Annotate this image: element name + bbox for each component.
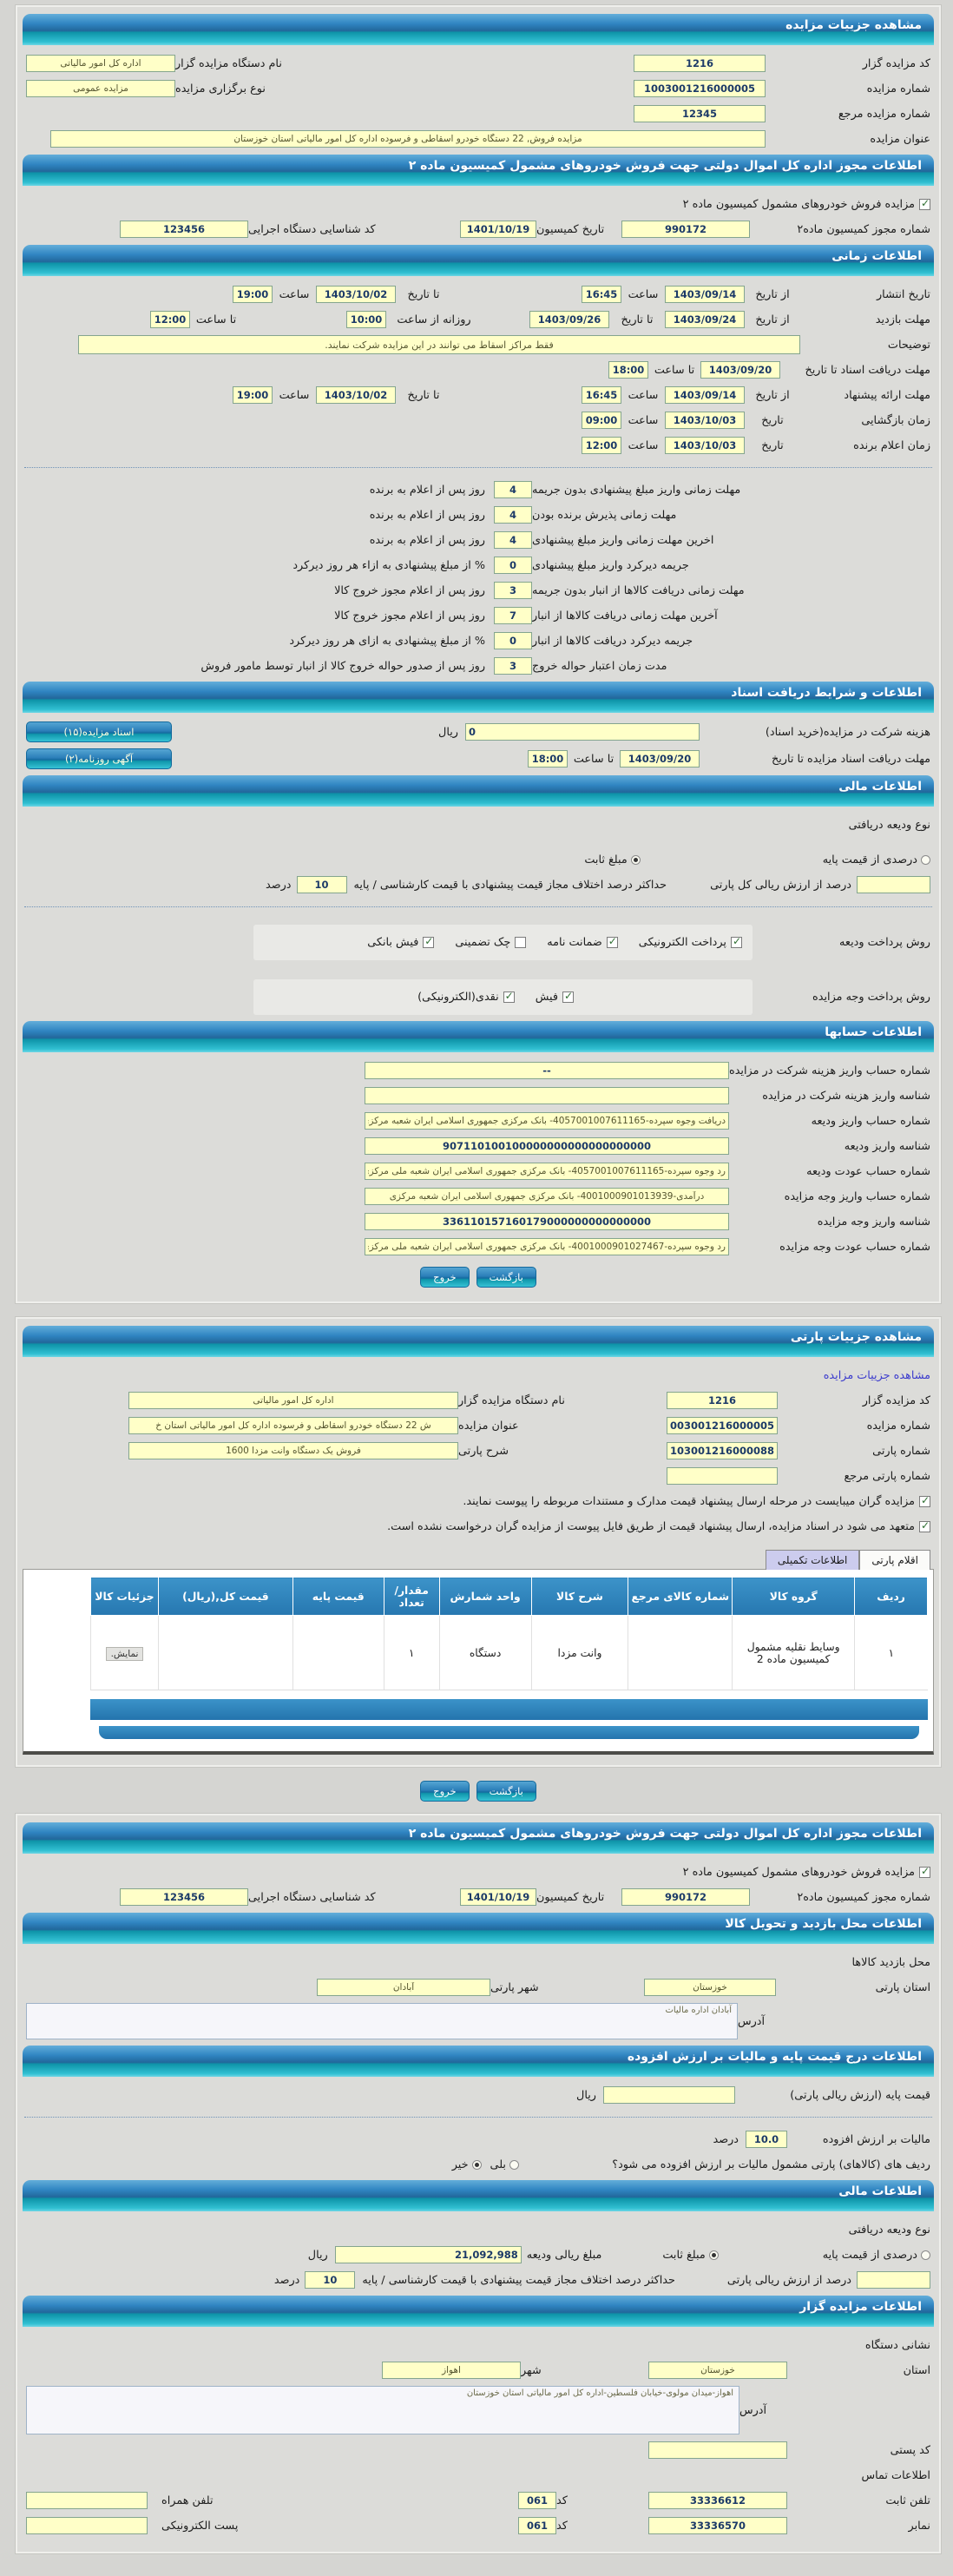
- party-desc-field[interactable]: [128, 1442, 458, 1459]
- method-check: چک تضمینی: [455, 936, 526, 949]
- auction-no-field[interactable]: [634, 80, 766, 97]
- winner-label: زمان اعلام برنده: [853, 438, 930, 452]
- row-view-auction-link: [26, 1366, 930, 1385]
- row-publish-dates: تاریخ انتشار از تاریخ 1403/09/14 ساعت 16:45 تا تاریخ 1403/10/02 ساعت 19:00: [26, 285, 930, 304]
- exec-id-label: کد شناسایی دستگاه اجرایی: [248, 1890, 376, 1904]
- account-field[interactable]: [365, 1112, 729, 1130]
- cash-electronic-checkbox[interactable]: [503, 992, 515, 1003]
- account-field[interactable]: [365, 1062, 729, 1079]
- percent-word: درصد: [713, 2132, 739, 2146]
- notes-field[interactable]: [78, 335, 800, 354]
- party-details-panel: [16, 1317, 941, 1767]
- percent-word: درصد: [266, 878, 292, 892]
- deadline-row: جریمه دیرکرد واریز مبلغ پیشنهادی 0 % از مبلغ پیشنهادی به ازاء هر روز دیرکرد: [26, 556, 797, 575]
- vat-no-label: خیر: [451, 2158, 469, 2171]
- deadline-row: جریمه دیرکرد دریافت کالاها از انبار 0 % از مبلغ پیشنهادی به ازای هر روز دیرکرد: [26, 631, 797, 650]
- auction-documents-button[interactable]: اسناد مزایده(۱۵): [26, 721, 172, 742]
- row-winner-time: زمان اعلام برنده تاریخ 1403/10/03 ساعت 12:00: [26, 436, 930, 455]
- row-org-address-title: [26, 2336, 930, 2355]
- max-diff-field[interactable]: [305, 2271, 355, 2289]
- permit-no-field[interactable]: [621, 221, 750, 238]
- party-address-field[interactable]: [26, 2003, 738, 2039]
- phone-code-label: کد: [556, 2494, 568, 2507]
- offer-from-date[interactable]: [665, 386, 745, 404]
- phone-code-field[interactable]: [518, 2492, 556, 2509]
- deadline-days-field[interactable]: [494, 531, 532, 549]
- opening-hour[interactable]: [582, 412, 621, 429]
- doc-deadline-date[interactable]: [620, 750, 700, 768]
- party-desc-label: شرح پارتی: [458, 1444, 509, 1458]
- bidder-code-label: کد مزایده گزار: [862, 56, 930, 70]
- method-bankslip: ✓ فیش بانکی: [367, 936, 434, 949]
- col-goods-desc: شرح کالا: [531, 1578, 628, 1616]
- permit-no-field[interactable]: [621, 1888, 750, 1906]
- tab-additional-info[interactable]: اطلاعات تکمیلی: [766, 1550, 859, 1570]
- row-vat: [26, 2130, 930, 2149]
- dotted-separator: [24, 906, 932, 907]
- account-row: شناسه واریز ودیعه 907110100100000000000000000000: [26, 1136, 930, 1156]
- phone-field[interactable]: [648, 2492, 787, 2509]
- ref-no-field[interactable]: [634, 105, 766, 122]
- section-header-license-2: اطلاعات مجوز اداره کل اموال دولتی جهت فروش خودروهای مشمول کمیسیون ماده ۲: [23, 1822, 934, 1854]
- deadline-days-field[interactable]: [494, 481, 532, 498]
- deadline-days-field[interactable]: [494, 557, 532, 574]
- phone-label: تلفن ثابت: [885, 2494, 930, 2507]
- dotted-separator: [24, 2117, 932, 2118]
- row-org-province-city: [26, 2361, 930, 2380]
- row-percent-maxdiff: [26, 875, 930, 894]
- row-base-price: [26, 2085, 930, 2105]
- opening-date[interactable]: [665, 412, 745, 429]
- deadline-row: مهلت زمانی دریافت کالاها از انبار بدون جریمه 3 روز پس از اعلام مجوز خروج کالا: [26, 581, 797, 600]
- publish-from-time[interactable]: [582, 286, 621, 303]
- section-header-location: اطلاعات محل بازدید و تحویل کالا: [23, 1913, 934, 1944]
- winner-hour[interactable]: [582, 437, 621, 454]
- notes-label: توضیحات: [887, 338, 930, 352]
- row-fax: [26, 2516, 930, 2535]
- bidder-code-field[interactable]: [667, 1392, 778, 1409]
- auction-title-field[interactable]: [50, 130, 766, 148]
- article2-checkbox-label: مزایده فروش خودروهای مشمول کمیسیون ماده ۲: [682, 1865, 915, 1879]
- row-vat-question: [26, 2155, 930, 2174]
- row-deposit-type-2: [26, 2220, 930, 2239]
- attach-docs-label: مزایده گران میبایست در مرحله ارسال پیشنهاد قیمت مدارک و مستندات مربوطه را پیوست نمایند.: [463, 1494, 915, 1508]
- deposit-method-label: روش پرداخت ودیعه: [839, 936, 930, 949]
- fax-code-field[interactable]: [518, 2517, 556, 2534]
- row-license2-fields: [26, 1888, 930, 1907]
- section-header-financial-2: اطلاعات مالی: [23, 2180, 934, 2211]
- guarantee-checkbox[interactable]: [607, 937, 618, 948]
- section-header-auction-view: [23, 14, 934, 45]
- method-epay: ✓ پرداخت الکترونیکی: [639, 936, 742, 949]
- row-party-province-city: [26, 1978, 930, 1997]
- exec-id-field[interactable]: [120, 221, 248, 238]
- section-header-financial: اطلاعات مالی: [23, 775, 934, 807]
- auction-type-label: نوع برگزاری مزایده: [175, 82, 266, 96]
- percent-of-base-radio[interactable]: [921, 2250, 930, 2260]
- row-license-checkbox: [26, 194, 930, 214]
- deadline-days-field[interactable]: [494, 632, 532, 649]
- between-panels-buttons: [16, 1781, 941, 1802]
- account-row: شماره حساب واریز ودیعه دریافت وجوه سپرده-4057001007611165- بانک مرکزی جمهوری اسلامی ایران شعبه مرکزی: [26, 1111, 930, 1130]
- deadline-days-field[interactable]: [494, 582, 532, 599]
- fax-field[interactable]: [648, 2517, 787, 2534]
- account-row: شماره حساب عودت وجه مزایده رد وجوه سپرده-4001000901027467- بانک مرکزی جمهوری اسلامی ایران شعبه ملی مرکزی: [26, 1237, 930, 1256]
- vat-label: مالیات بر ارزش افزوده: [822, 2132, 930, 2146]
- max-diff-field[interactable]: [297, 876, 347, 893]
- org-name-label: نام دستگاه مزایده گزار: [458, 1393, 565, 1407]
- table-row: [91, 1616, 928, 1690]
- back-button[interactable]: بازگشت: [476, 1267, 536, 1288]
- mobile-field[interactable]: [26, 2492, 148, 2509]
- row-deposit-options-2: [26, 2245, 930, 2264]
- visit-from-hour[interactable]: [346, 311, 386, 328]
- vat-field[interactable]: [746, 2131, 787, 2148]
- auction-title-label: عنوان مزایده: [870, 132, 930, 146]
- party-ref-field[interactable]: [667, 1467, 778, 1485]
- auction-title-label: عنوان مزایده: [458, 1419, 519, 1433]
- permit-no-label: شماره مجوز کمیسیون ماده۲: [797, 1890, 930, 1904]
- party-province-label: استان پارتی: [875, 1980, 930, 1994]
- org-address-field[interactable]: [26, 2386, 739, 2434]
- base-price-label: قیمت پایه (ارزش ریالی پارتی): [790, 2088, 930, 2102]
- row-party-auctionno-title: [26, 1416, 930, 1435]
- fish-checkbox[interactable]: [562, 992, 574, 1003]
- deadline-row: مهلت زمانی واریز مبلغ پیشنهادی بدون جریمه 4 روز پس از اعلام به برنده: [26, 480, 797, 499]
- deposit-amount-label: مبلغ ریالی ودیعه: [526, 2248, 602, 2262]
- percent-of-base-label: درصدی از قیمت پایه: [822, 2248, 917, 2262]
- deposit-amount-field[interactable]: [335, 2246, 522, 2263]
- cell-goods-group: وسایط نقلیه مشمول کمیسیون ماده 2: [733, 1616, 855, 1690]
- ref-no-label: شماره مزایده مرجع: [838, 107, 930, 121]
- col-goods-group: گروه کالا: [733, 1578, 855, 1616]
- table-footer-band: [90, 1699, 928, 1720]
- method-guarantee: ✓ ضمانت نامه: [547, 936, 618, 949]
- row-offer-dates: مهلت ارائه پیشنهاد از تاریخ 1403/09/14 ساعت 16:45 تا تاریخ 1403/10/02 ساعت 19:00: [26, 385, 930, 405]
- page-title: مشاهده جزییات مزایده: [785, 18, 922, 32]
- percent-word: درصد: [273, 2273, 300, 2287]
- section-header-time: اطلاعات زمانی: [23, 245, 934, 276]
- party-province-field[interactable]: [644, 1979, 776, 1996]
- account-field[interactable]: [365, 1163, 729, 1180]
- base-price-field[interactable]: [603, 2086, 735, 2104]
- bidder-code-field[interactable]: [634, 55, 766, 72]
- contact-info-title: اطلاعات تماس: [861, 2468, 930, 2482]
- publish-to-date[interactable]: [316, 286, 396, 303]
- party-no-field[interactable]: [667, 1442, 778, 1459]
- dotted-separator: [24, 467, 932, 468]
- org-province-label: استان: [903, 2363, 930, 2377]
- row-doc-fee: [26, 721, 930, 742]
- deadline-days-field[interactable]: [494, 657, 532, 675]
- back-button[interactable]: بازگشت: [476, 1781, 536, 1802]
- row-auctionno-type: [26, 79, 930, 98]
- publish-from-date[interactable]: [665, 286, 745, 303]
- row-deposit-type-options: [26, 850, 930, 869]
- fixed-amount-radio[interactable]: [631, 855, 641, 865]
- cell-goods-details: [91, 1616, 159, 1690]
- account-row: شناسه واریز وجه مزایده 336110157160179000000000000000: [26, 1212, 930, 1231]
- row-license-fields: [26, 220, 930, 239]
- col-quantity: مقدار/ تعداد: [384, 1578, 439, 1616]
- max-diff-label: حداکثر درصد اختلاف مجاز قیمت پیشنهادی با قیمت کارشناسی / پایه: [353, 878, 667, 892]
- account-row: شماره حساب واریز وجه مزایده درآمدی-4001000901013939- بانک مرکزی جمهوری اسلامی ایران شعبه مرکزی: [26, 1187, 930, 1206]
- vat-no-radio[interactable]: [472, 2160, 482, 2170]
- percent-of-party-field[interactable]: [857, 2271, 930, 2289]
- percent-of-party-label: درصد از ارزش ریالی پارتی: [726, 2273, 851, 2287]
- auction-details-panel: [16, 5, 941, 1303]
- org-city-label: شهر: [521, 2363, 542, 2377]
- tab-party-items[interactable]: اقلام پارتی: [859, 1550, 930, 1570]
- max-diff-label: حداکثر درصد اختلاف مجاز قیمت پیشنهادی با قیمت کارشناسی / پایه: [362, 2273, 675, 2287]
- section-header-auctioneer: اطلاعات مزایده گزار: [23, 2296, 934, 2327]
- party-city-label: شهر پارتی: [490, 1980, 539, 1994]
- row-party-no-desc: [26, 1441, 930, 1460]
- percent-of-party-label: درصد از ارزش ریالی کل پارتی: [710, 878, 851, 892]
- row-opening-time: زمان بازگشایی تاریخ 1403/10/03 ساعت 09:00: [26, 411, 930, 430]
- col-total-price: قیمت کل,(ریال): [159, 1578, 293, 1616]
- auction-no-field[interactable]: [667, 1417, 778, 1434]
- account-field[interactable]: [365, 1213, 729, 1230]
- row-license2-checkbox: [26, 1862, 930, 1881]
- section-header-pricing: اطلاعات درج قیمت پایه و مالیات بر ارزش افزوده: [23, 2046, 934, 2077]
- auction-no-label: شماره مزایده: [866, 1419, 930, 1433]
- party-city-field[interactable]: [317, 1979, 490, 1996]
- doc-fee-field[interactable]: [465, 723, 700, 741]
- col-row-no: ردیف: [855, 1578, 928, 1616]
- deadline-row: آخرین مهلت زمانی دریافت کالاها از انبار 7 روز پس از اعلام مجوز خروج کالا: [26, 606, 797, 625]
- method-fish: ✓ فیش: [536, 991, 574, 1004]
- account-field[interactable]: [365, 1238, 729, 1255]
- table-header-row: [91, 1578, 928, 1616]
- commission-date-label: تاریخ کمیسیون: [536, 1890, 605, 1904]
- row-deposit-methods: [26, 925, 930, 960]
- auction-type-field[interactable]: [26, 80, 175, 97]
- exit-button[interactable]: خروج: [420, 1267, 469, 1288]
- section-header-accounts: اطلاعات حسابها: [23, 1021, 934, 1052]
- row-party-address: [26, 2003, 930, 2039]
- offer-label: مهلت ارائه پیشنهاد: [844, 388, 930, 402]
- commission-date-label: تاریخ کمیسیون: [536, 222, 605, 236]
- article2-checkbox[interactable]: [919, 1867, 930, 1878]
- bidder-code-label: کد مزایده گزار: [862, 1393, 930, 1407]
- row-pay-methods: [26, 979, 930, 1015]
- secured-check-checkbox[interactable]: [515, 937, 526, 948]
- exec-id-label: کد شناسایی دستگاه اجرایی: [248, 222, 376, 236]
- org-name-field[interactable]: [26, 55, 175, 72]
- cell-row-no: ۱: [855, 1616, 928, 1690]
- epay-checkbox[interactable]: [731, 937, 742, 948]
- vat-yes-label: بلی: [490, 2158, 506, 2171]
- party-items-table-wrap: [23, 1569, 934, 1755]
- commission-date-field[interactable]: [460, 221, 536, 238]
- postal-code-field[interactable]: [648, 2441, 787, 2459]
- org-address-label: آدرس: [739, 2403, 767, 2417]
- party-extended-panel: [16, 1814, 941, 2553]
- deadline-row: مهلت زمانی پذیرش برنده بودن 4 روز پس از اعلام به برنده: [26, 505, 797, 524]
- article2-checkbox[interactable]: [919, 199, 930, 210]
- cell-ref-goods-no: [628, 1616, 733, 1690]
- row-postal-code: [26, 2441, 930, 2460]
- row-ref-no: [26, 104, 930, 123]
- no-file-offer-checkbox[interactable]: [919, 1521, 930, 1532]
- rial-label: ریال: [438, 725, 458, 739]
- publish-to-time[interactable]: [233, 286, 273, 303]
- fixed-amount-label: مبلغ ثابت: [662, 2248, 706, 2262]
- fax-label: نمابر: [908, 2519, 930, 2533]
- col-count-unit: واحد شمارش: [439, 1578, 531, 1616]
- party-ref-label: شماره پارتی مرجع: [844, 1469, 930, 1483]
- show-details-link[interactable]: نمایش.: [106, 1647, 144, 1661]
- party-items-table: [90, 1577, 928, 1690]
- account-field[interactable]: [365, 1188, 729, 1205]
- doc-deadline-time[interactable]: [528, 750, 568, 768]
- account-field[interactable]: [365, 1087, 729, 1104]
- deposit-methods-group: [253, 925, 753, 960]
- pay-methods-group: [253, 979, 753, 1015]
- pay-method-label: روش پرداخت وجه مزایده: [812, 991, 930, 1004]
- section-header-party-view: مشاهده جزییات پارتی: [23, 1326, 934, 1357]
- row-party-bidder-org: [26, 1391, 930, 1410]
- docs-deadline-date[interactable]: [700, 361, 780, 379]
- row-org-address: [26, 2386, 930, 2434]
- deadline-row: اخرین مهلت زمانی واریز مبلغ پیشنهادی 4 روز پس از اعلام به برنده: [26, 530, 797, 550]
- row-deposit-type: [26, 815, 930, 834]
- fixed-amount-label: مبلغ ثابت: [584, 853, 628, 866]
- row-percent-maxdiff-2: [26, 2270, 930, 2289]
- exec-id-field[interactable]: [120, 1888, 248, 1906]
- docs-deadline-time[interactable]: [608, 361, 648, 379]
- row-phone: [26, 2491, 930, 2510]
- section-header-license: اطلاعات مجوز اداره کل اموال دولتی جهت فروش خودروهای مشمول کمیسیون ماده ۲: [23, 155, 934, 186]
- doc-fee-label: هزینه شرکت در مزایده(خرید اسناد): [765, 725, 930, 739]
- opening-label: زمان بازگشایی: [861, 413, 930, 427]
- row-docs-deadline: مهلت دریافت اسناد تا تاریخ 1403/09/20 تا ساعت 18:00: [26, 360, 930, 379]
- party-address-label: آدرس: [738, 2014, 766, 2028]
- row-party-cb1: [26, 1492, 930, 1511]
- cell-goods-desc: وانت مزدا: [531, 1616, 628, 1690]
- account-field[interactable]: [365, 1137, 729, 1155]
- view-auction-details-link[interactable]: مشاهده جزییات مزایده: [823, 1368, 930, 1382]
- newspaper-ad-button[interactable]: آگهی روزنامه(۲): [26, 748, 172, 769]
- offer-to-date[interactable]: [316, 386, 396, 404]
- auction-no-label: شماره مزایده: [866, 82, 930, 96]
- deposit-type-label: نوع ودیعه دریافتی: [848, 2223, 930, 2237]
- account-row: شماره حساب عودت ودیعه رد وجوه سپرده-4057001007611165- بانک مرکزی جمهوری اسلامی ایران شعبه ملی مرکزی: [26, 1162, 930, 1181]
- row-doc-deadline: مهلت دریافت اسناد مزایده تا تاریخ 1403/09/20 تا ساعت 18:00 آگهی روزنامه(۲): [26, 748, 930, 769]
- row-contact-title: [26, 2466, 930, 2485]
- visit-to-hour[interactable]: [150, 311, 190, 328]
- article2-checkbox-label: مزایده فروش خودروهای مشمول کمیسیون ماده ۲: [682, 197, 915, 211]
- section-header-documents: اطلاعات و شرایط دریافت اسناد: [23, 682, 934, 713]
- visit-to-date[interactable]: [529, 311, 609, 328]
- org-address-title: نشانی دستگاه: [864, 2338, 930, 2352]
- account-row: شناسه واریز هزینه شرکت در مزایده: [26, 1086, 930, 1105]
- row-visit-place: [26, 1953, 930, 1972]
- fixed-amount-radio[interactable]: [709, 2250, 719, 2260]
- vat-yes-radio[interactable]: [509, 2160, 519, 2170]
- visit-label: مهلت بازدید: [875, 313, 930, 326]
- org-name-field[interactable]: [128, 1392, 458, 1409]
- org-province-field[interactable]: [648, 2362, 787, 2379]
- org-city-field[interactable]: [382, 2362, 521, 2379]
- row-bidder-org: [26, 54, 930, 73]
- offer-from-time[interactable]: [582, 386, 621, 404]
- postal-code-label: کد پستی: [890, 2443, 930, 2457]
- method-cash-electronic: ✓ نقدی(الکترونیکی): [417, 991, 515, 1004]
- email-field[interactable]: [26, 2517, 148, 2534]
- visit-place-label: محل بازدید کالاها: [851, 1955, 930, 1969]
- party-no-label: شماره پارتی: [872, 1444, 930, 1458]
- doc-deadline-label: مهلت دریافت اسناد مزایده تا تاریخ: [771, 752, 930, 766]
- col-ref-goods-no: شماره کالای مرجع: [628, 1578, 733, 1616]
- row-party-cb2: [26, 1517, 930, 1536]
- publish-label: تاریخ انتشار: [876, 287, 930, 301]
- docs-deadline-label: مهلت دریافت اسناد تا تاریخ: [805, 363, 930, 377]
- cell-total-price: [159, 1616, 293, 1690]
- row-party-ref: [26, 1466, 930, 1486]
- table-footer-band-2: [99, 1726, 919, 1739]
- attach-docs-checkbox[interactable]: [919, 1496, 930, 1507]
- mobile-label: تلفن همراه: [161, 2494, 214, 2507]
- party-tabs: [21, 1550, 930, 1570]
- cell-base-price: [292, 1616, 384, 1690]
- deadline-days-field[interactable]: [494, 506, 532, 524]
- permit-no-label: شماره مجوز کمیسیون ماده۲: [797, 222, 930, 236]
- col-base-price: قیمت پایه: [292, 1578, 384, 1616]
- row-auction-title: [26, 129, 930, 148]
- row-notes: [26, 335, 930, 354]
- cell-quantity: ۱: [384, 1616, 439, 1690]
- percent-of-party-field[interactable]: [857, 876, 930, 893]
- vat-question-label: ردیف های (کالاهای) پارتی مشمول مالیات بر ارزش افزوده می شود؟: [612, 2158, 930, 2171]
- rial-label: ریال: [576, 2088, 596, 2102]
- bank-slip-checkbox[interactable]: [423, 937, 434, 948]
- cell-count-unit: دستگاه: [439, 1616, 531, 1690]
- col-goods-details: جزئیات کالا: [91, 1578, 159, 1616]
- deposit-type-label: نوع ودیعه دریافتی: [848, 818, 930, 832]
- percent-of-base-label: درصدی از قیمت پایه: [822, 853, 917, 866]
- visit-from-date[interactable]: [665, 311, 745, 328]
- exit-button[interactable]: خروج: [420, 1781, 469, 1802]
- rial-label: ریال: [307, 2248, 328, 2262]
- email-label: پست الکترونیکی: [161, 2519, 239, 2533]
- auction-title-field[interactable]: [128, 1417, 458, 1434]
- percent-of-base-radio[interactable]: [921, 855, 930, 865]
- winner-date[interactable]: [665, 437, 745, 454]
- account-row: شماره حساب واریز هزینه شرکت در مزایده --: [26, 1061, 930, 1080]
- commission-date-field[interactable]: [460, 1888, 536, 1906]
- offer-to-time[interactable]: [233, 386, 273, 404]
- deadline-row: مدت زمان اعتبار حواله خروج 3 روز پس از صدور حواله خروج کالا از انبار توسط مامور فروش: [26, 656, 797, 675]
- row-visit-dates: مهلت بازدید از تاریخ 1403/09/24 تا تاریخ 1403/09/26 روزانه از ساعت 10:00 تا ساعت 12:00: [26, 310, 930, 329]
- panel1-buttons: [21, 1267, 936, 1288]
- no-file-offer-label: متعهد می شود در اسناد مزایده، ارسال پیشنهاد قیمت از طریق فایل پیوست از مزایده گران درخواست نشده است.: [387, 1519, 915, 1533]
- fax-code-label: کد: [556, 2519, 568, 2533]
- deadline-days-field[interactable]: [494, 607, 532, 624]
- org-name-label: نام دستگاه مزایده گزار: [175, 56, 282, 70]
